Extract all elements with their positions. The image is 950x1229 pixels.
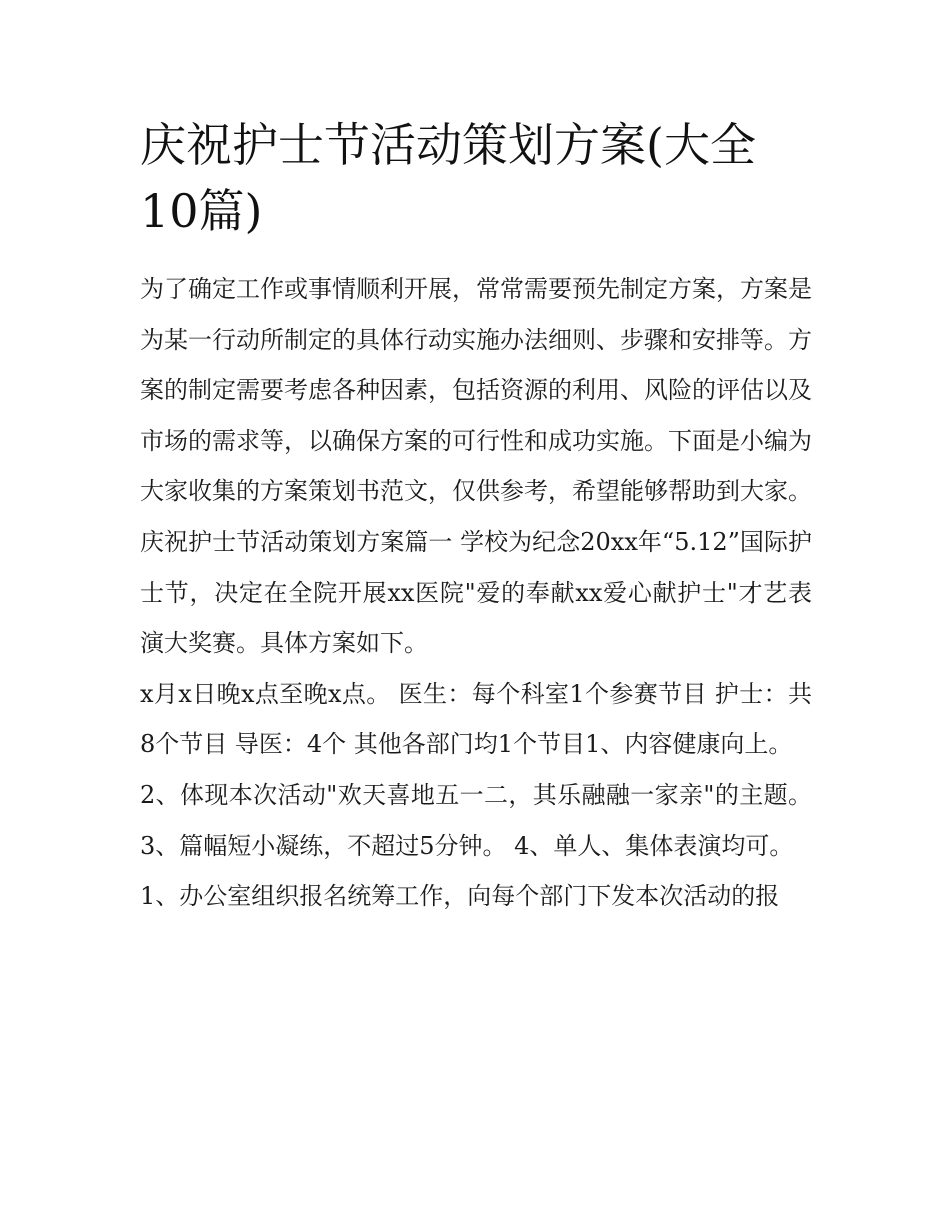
intro-paragraph: 为了确定工作或事情顺利开展，常常需要预先制定方案，方案是为某一行动所制定的具体行动实施办法细则、步骤和安排等。方案的制定需要考虑各种因素，包括资源的利用、风险的评估以及市场的需求等，以确保方案的可行性和成功实施。下面是小编为大家收集的方案策划书范文，仅供参考，希望能够帮助到大家。: [140, 275, 812, 506]
document-body: [140, 112, 812, 922]
document-title: 庆祝护士节活动策划方案(大全10篇): [140, 118, 756, 238]
organization-paragraph: 1、办公室组织报名统筹工作，向每个部门下发本次活动的报: [140, 882, 780, 911]
plan-one-paragraph: 庆祝护士节活动策划方案篇一 学校为纪念20xx年“5.12”国际护士节，决定在全院开展xx医院"爱的奉献xx爱心献护士"才艺表演大奖赛。具体方案如下。: [140, 527, 812, 658]
requirements-paragraph: 2、体现本次活动"欢天喜地五一二，其乐融融一家亲"的主题。 3、篇幅短小凝练，不超过5分钟。 4、单人、集体表演均可。: [140, 780, 812, 860]
time-participants-paragraph: x月x日晚x点至晚x点。 医生：每个科室1个参赛节目 护士：共8个节目 导医：4个 其他各部门均1个节目1、内容健康向上。: [140, 679, 812, 759]
